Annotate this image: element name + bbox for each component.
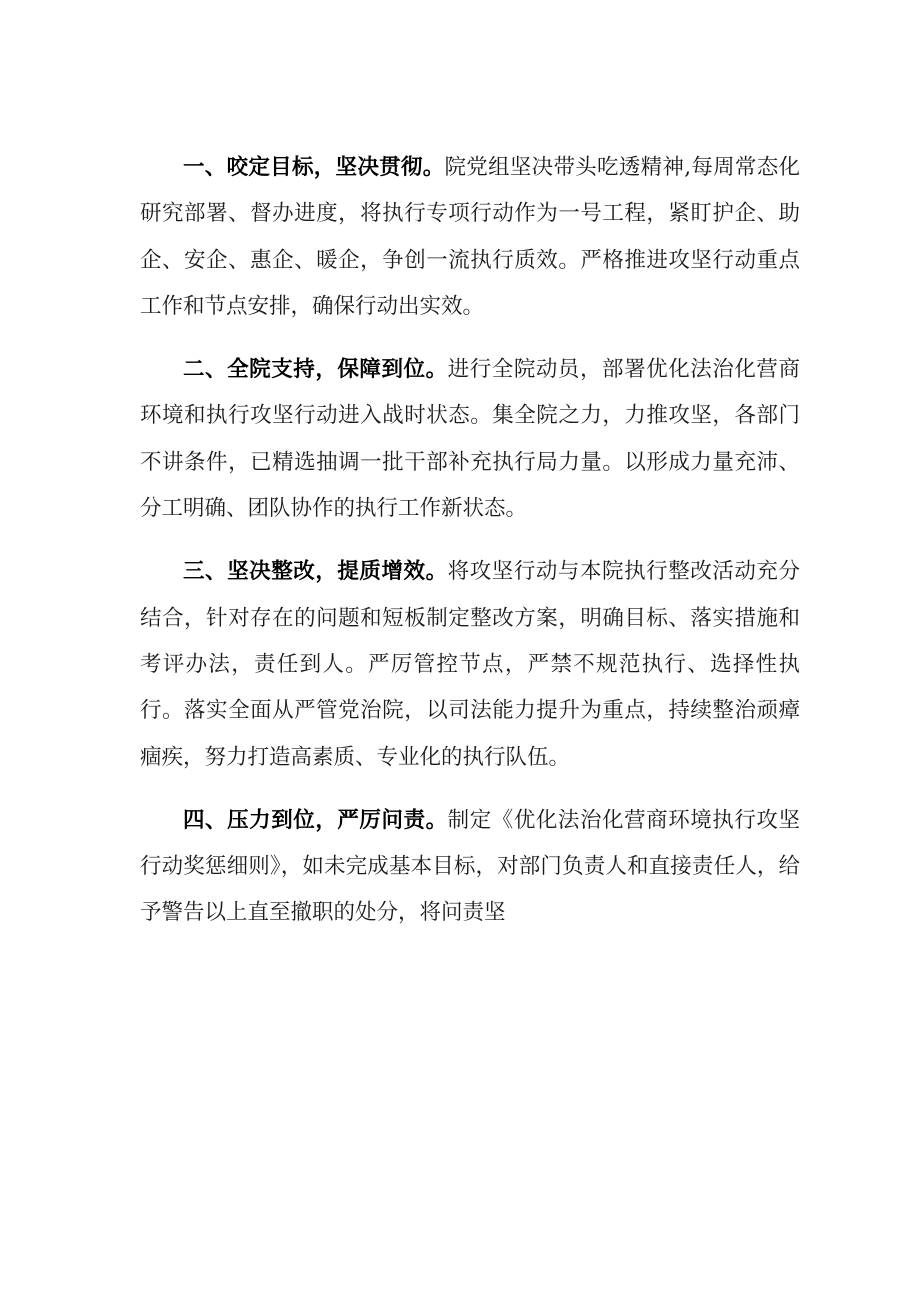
paragraph-2-heading: 二、全院支持，保障到位。 — [183, 357, 448, 383]
paragraph-2 — [140, 347, 800, 532]
document-body — [140, 145, 800, 954]
paragraph-4-text: 制定《优化法治化营商环境执行攻坚行动奖惩细则》，如未完成基本目标，对部门负责人和直接责任人，给予警告以上直至撤职的处分，将问责坚 — [140, 807, 800, 926]
paragraph-4 — [140, 798, 800, 937]
paragraph-1-text: 院党组坚决带头吃透精神,每周常态化研究部署、督办进度，将执行专项行动作为一号工程，紧盯护企、助企、安企、惠企、暖企，争创一流执行质效。严格推进攻坚行动重点工作和节点安排，确保行动出实效。 — [140, 155, 800, 319]
paragraph-3-text: 将攻坚行动与本院执行整改活动充分结合，针对存在的问题和短板制定整改方案，明确目标、落实措施和考评办法，责任到人。严厉管控节点，严禁不规范执行、选择性执行。落实全面从严管党治院，以司法能力提升为重点，持续整治顽瘴痼疾，努力打造高素质、专业化的执行队伍。 — [140, 559, 800, 770]
paragraph-4-heading: 四、压力到位，严厉问责。 — [183, 807, 448, 833]
paragraph-1 — [140, 145, 800, 330]
paragraph-3 — [140, 549, 800, 780]
paragraph-2-text: 进行全院动员，部署优化法治化营商环境和执行攻坚行动进入战时状态。集全院之力，力推攻坚，各部门不讲条件，已精选抽调一批干部补充执行局力量。以形成力量充沛、分工明确、团队协作的执行工作新状态。 — [140, 357, 800, 522]
paragraph-1-heading: 一、咬定目标，坚决贯彻。 — [183, 155, 445, 180]
paragraph-3-heading: 三、坚决整改，提质增效。 — [183, 559, 448, 585]
